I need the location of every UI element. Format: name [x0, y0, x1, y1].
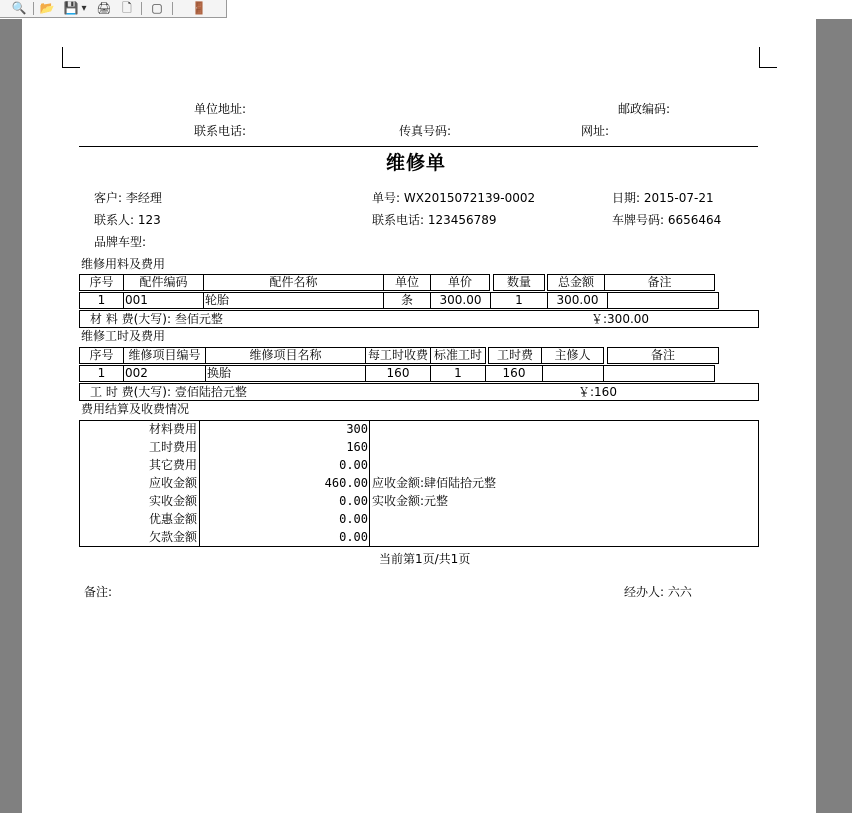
- parts-cell: 001: [123, 292, 204, 309]
- labor-total-label: 工 时 费(大写): 壹佰陆拾元整: [90, 385, 247, 399]
- settlement-value: 0.00: [339, 494, 368, 508]
- order-number: 单号: WX2015072139-0002: [372, 191, 536, 205]
- address-label: 单位地址:: [194, 102, 247, 116]
- labor-section-title: 维修工时及费用: [81, 329, 166, 343]
- labor-cell: 1: [430, 365, 486, 382]
- labor-header-cell: 维修项目编号: [123, 347, 206, 364]
- parts-header-cell: 总金额: [547, 274, 605, 291]
- settlement-value: 160: [346, 440, 368, 454]
- labor-header-cell: 每工时收费: [365, 347, 431, 364]
- parts-section-title: 维修用料及费用: [81, 257, 166, 271]
- labor-cell: [542, 365, 604, 382]
- exit-icon[interactable]: 🚪: [191, 1, 207, 15]
- phone-label: 联系电话:: [194, 124, 247, 138]
- settlement-note: 应收金额:肆佰陆拾元整: [372, 476, 497, 490]
- parts-header-cell: 配件名称: [203, 274, 384, 291]
- order-date: 日期: 2015-07-21: [612, 191, 714, 205]
- settlement-value: 0.00: [339, 512, 368, 526]
- settlement-label: 实收金额: [148, 494, 197, 508]
- labor-header-cell: 序号: [79, 347, 124, 364]
- parts-header-cell: 备注: [604, 274, 715, 291]
- parts-cell: 300.00: [430, 292, 491, 309]
- preview-left-margin: [0, 19, 22, 813]
- settlement-value: 460.00: [324, 476, 368, 490]
- labor-header-cell: 标准工时: [430, 347, 486, 364]
- preview-right-margin: [816, 19, 852, 813]
- save-dropdown-icon[interactable]: ▾: [81, 3, 87, 14]
- parts-header-cell: 单位: [383, 274, 431, 291]
- page-title: 维修单: [386, 152, 447, 174]
- customer-info: 客户: 李经理: [94, 191, 162, 205]
- labor-header-cell: 备注: [607, 347, 719, 364]
- contact-person: 联系人: 123: [94, 213, 161, 227]
- settlement-divider: [369, 421, 370, 546]
- settlement-divider: [199, 421, 200, 546]
- new-page-icon[interactable]: 🗋: [122, 1, 132, 15]
- labor-total-amount: ￥:160: [578, 385, 617, 399]
- website-label: 网址:: [581, 124, 610, 138]
- crop-mark-top-right-h: [759, 67, 777, 68]
- settlement-value: 0.00: [339, 458, 368, 472]
- settlement-value: 300: [346, 422, 368, 436]
- toolbar-separator: [141, 2, 142, 15]
- fax-label: 传真号码:: [399, 124, 452, 138]
- parts-header-cell: 单价: [430, 274, 490, 291]
- settlement-label: 其它费用: [148, 458, 197, 472]
- parts-total-amount: ￥:300.00: [591, 312, 650, 326]
- crop-mark-top-left-h: [62, 67, 80, 68]
- parts-header-cell: 序号: [79, 274, 124, 291]
- print-preview-page: [22, 19, 816, 813]
- postcode-label: 邮政编码:: [618, 102, 671, 116]
- labor-header-cell: 工时费: [488, 347, 542, 364]
- labor-cell: 换胎: [205, 365, 366, 382]
- labor-cell: 1: [79, 365, 124, 382]
- settlement-note: 实收金额:元整: [372, 494, 449, 508]
- settlement-label: 优惠金额: [148, 512, 197, 526]
- page-setup-icon[interactable]: ▢: [151, 1, 163, 15]
- parts-cell: 条: [383, 292, 431, 309]
- contact-phone: 联系电话: 123456789: [372, 213, 497, 227]
- plate-number: 车牌号码: 6656464: [612, 213, 722, 227]
- parts-header-cell: 数量: [493, 274, 545, 291]
- crop-mark-top-left-v: [62, 47, 63, 67]
- labor-cell: 002: [123, 365, 206, 382]
- settlement-label: 应收金额: [148, 476, 197, 490]
- remark-label: 备注:: [84, 585, 113, 599]
- crop-mark-top-right-v: [759, 47, 760, 67]
- labor-cell: 160: [485, 365, 543, 382]
- settlement-label: 工时费用: [148, 440, 197, 454]
- parts-cell: 轮胎: [203, 292, 384, 309]
- brand-model: 品牌车型:: [94, 235, 147, 249]
- settlement-label: 材料费用: [148, 422, 197, 436]
- labor-total-row: [79, 383, 759, 401]
- parts-cell: [607, 292, 719, 309]
- labor-cell: 160: [365, 365, 431, 382]
- toolbar-separator: [172, 2, 173, 15]
- header-divider: [79, 146, 758, 147]
- handler-label: 经办人: 六六: [624, 585, 692, 599]
- parts-total-label: 材 料 费(大写): 叁佰元整: [90, 312, 223, 326]
- parts-total-row: [79, 310, 759, 328]
- toolbar-separator: [33, 2, 34, 15]
- parts-header-cell: 配件编码: [123, 274, 204, 291]
- parts-cell: 1: [79, 292, 124, 309]
- print-icon[interactable]: 🖨: [96, 1, 112, 15]
- preview-toolbar: [0, 0, 852, 19]
- settlement-section-title: 费用结算及收费情况: [81, 402, 190, 416]
- page-indicator: 当前第1页/共1页: [379, 552, 471, 566]
- settlement-value: 0.00: [339, 530, 368, 544]
- search-icon[interactable]: 🔍: [11, 1, 27, 15]
- parts-cell: 300.00: [547, 292, 608, 309]
- settlement-table: [79, 420, 759, 547]
- save-icon[interactable]: 💾: [63, 1, 79, 15]
- toolbar-button-group: [0, 0, 227, 18]
- labor-cell: [603, 365, 715, 382]
- labor-header-cell: 主修人: [541, 347, 604, 364]
- parts-cell: 1: [490, 292, 548, 309]
- labor-header-cell: 维修项目名称: [205, 347, 366, 364]
- settlement-label: 欠款金额: [148, 530, 197, 544]
- open-folder-icon[interactable]: 📂: [39, 1, 55, 15]
